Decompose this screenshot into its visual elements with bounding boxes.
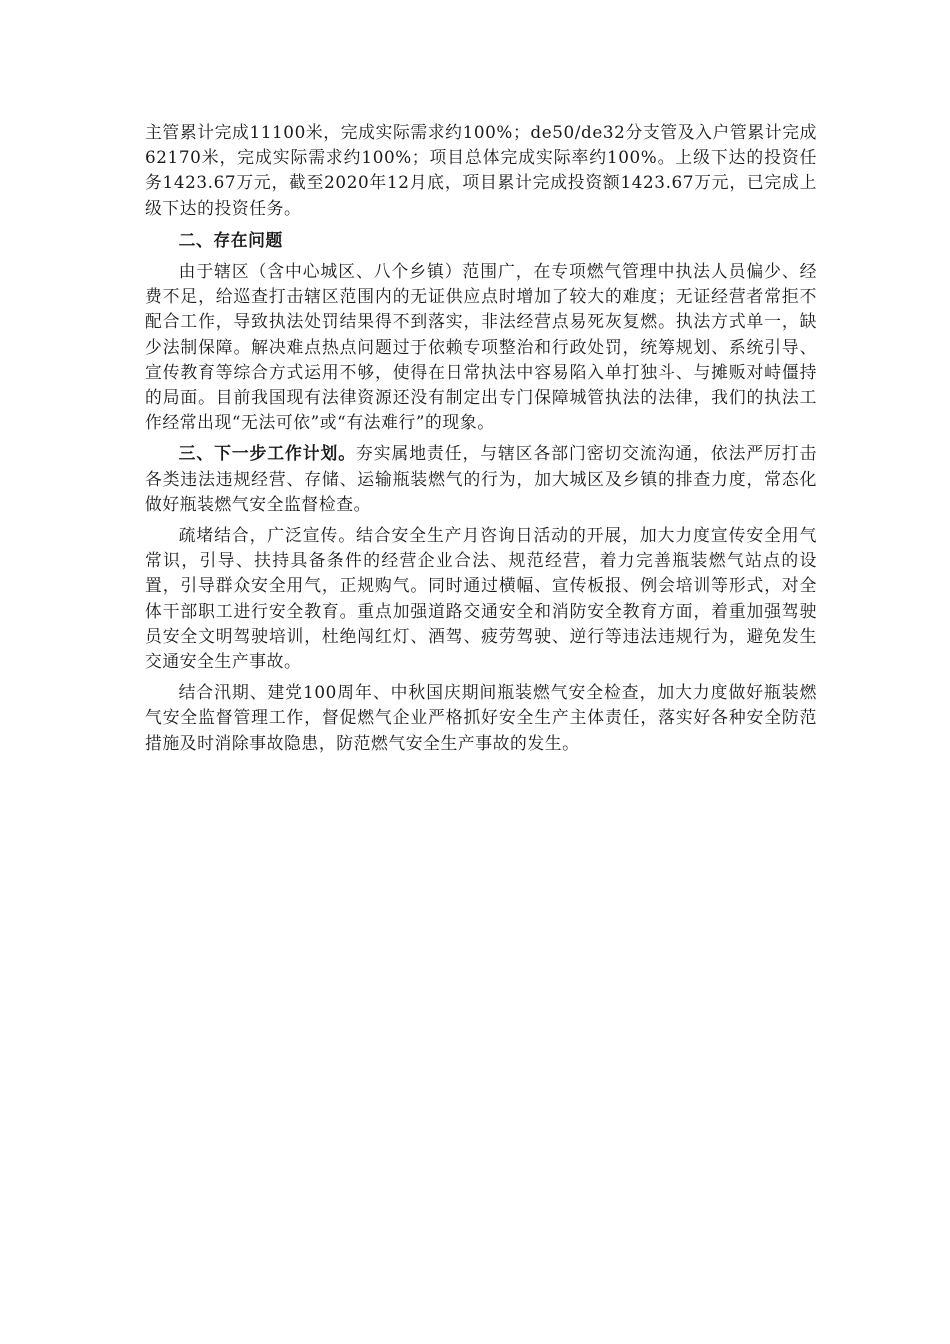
plan-text: 夯实属地责任，与辖区各部门密切交流沟通，依法严厉打击各类违法违规经营、存储、运输瓶装燃气的行为，加大城区及乡镇的排查力度，常态化做好瓶装燃气安全监督检查。: [145, 443, 817, 514]
document-page: [145, 120, 817, 756]
paragraph-next-step-plan: [145, 441, 817, 517]
paragraph-publicity: 疏堵结合，广泛宣传。结合安全生产月咨询日活动的开展，加大力度宣传安全用气常识，引导、扶持具备条件的经营企业合法、规范经营，着力完善瓶装燃气站点的设置，引导群众安全用气，正规购气。同时通过横幅、宣传板报、例会培训等形式，对全体干部职工进行安全教育。重点加强道路交通安全和消防安全教育方面，着重加强驾驶员安全文明驾驶培训，杜绝闯红灯、酒驾、疲劳驾驶、逆行等违法违规行为，避免发生交通安全生产事故。: [145, 525, 817, 672]
plan-heading: 三、下一步工作计划。: [178, 443, 357, 464]
heading-existing-problems: 二、存在问题: [178, 229, 283, 250]
paragraph-safety-inspection: 结合汛期、建党100周年、中秋国庆期间瓶装燃气安全检查，加大力度做好瓶装燃气安全监督管理工作，督促燃气企业严格抓好安全生产主体责任，落实好各种安全防范措施及时消除事故隐患，防范燃气安全生产事故的发生。: [145, 682, 817, 753]
paragraph-project-progress: 主管累计完成11100米，完成实际需求约100%；de50/de32分支管及入户管累计完成62170米，完成实际需求约100%；项目总体完成实际率约100%。上级下达的投资任务1423.67万元，截至2020年12月底，项目累计完成投资额1423.67万元，已完成上级下达的投资任务。: [145, 122, 817, 218]
paragraph-existing-problems: 由于辖区（含中心城区、八个乡镇）范围广，在专项燃气管理中执法人员偏少、经费不足，给巡查打击辖区范围内的无证供应点时增加了较大的难度；无证经营者常拒不配合工作，导致执法处罚结果得不到落实，非法经营点易死灰复燃。执法方式单一，缺少法制保障。解决难点热点问题过于依赖专项整治和行政处罚，统筹规划、系统引导、宣传教育等综合方式运用不够，使得在日常执法中容易陷入单打独斗、与摊贩对峙僵持的局面。目前我国现有法律资源还没有制定出专门保障城管执法的法律，我们的执法工作经常出现“无法可依”或“有法难行”的现象。: [145, 261, 817, 433]
